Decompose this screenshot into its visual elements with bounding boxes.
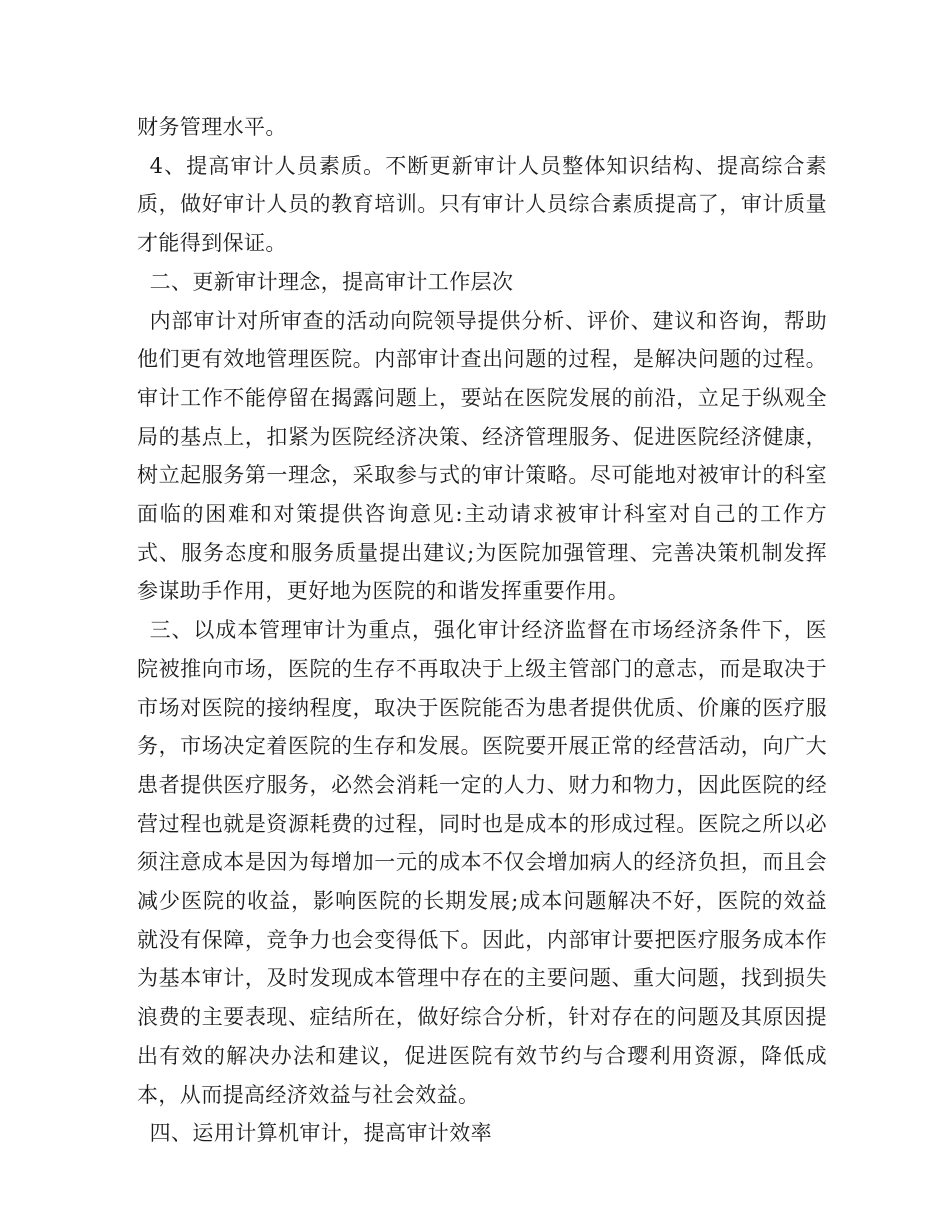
paragraph-item-4: 4、提高审计人员素质。不断更新审计人员整体知识结构、提高综合素质，做好审计人员的教育培训。只有审计人员综合素质提高了，审计质量才能得到保证。 [137, 153, 827, 256]
paragraph-continuation: 财务管理水平。 [137, 115, 287, 139]
paragraph-section-3: 三、以成本管理审计为重点，强化审计经济监督在市场经济条件下，医院被推向市场，医院的生存不再取决于上级主管部门的意志，而是取决于市场对医院的接纳程度，取决于医院能否为患者提供优质、价廉的医疗服务，市场决定着医院的生存和发展。医院要开展正常的经营活动，向广大患者提供医疗服务，必然会消耗一定的人力、财力和物力，因此医院的经营过程也就是资源耗费的过程，同时也是成本的形成过程。医院之所以必须注意成本是因为每增加一元的成本不仅会增加病人的经济负担，而且会减少医院的收益，影响医院的长期发展;成本问题解决不好，医院的效益就没有保障，竞争力也会变得低下。因此，内部审计要把医疗服务成本作为基本审计，及时发现成本管理中存在的主要问题、重大问题，找到损失浪费的主要表现、症结所在，做好综合分析，针对存在的问题及其原因提出有效的解决办法和建议，促进医院有效节约与合璎利用资源，降低成本，从而提高经济效益与社会效益。 [137, 618, 827, 1107]
document-body [137, 108, 827, 1153]
paragraph-section-2-body: 内部审计对所审查的活动向院领导提供分析、评价、建议和咨询，帮助他们更有效地管理医院。内部审计查出问题的过程，是解决问题的过程。审计工作不能停留在揭露问题上，要站在医院发展的前沿，立足于纵观全局的基点上，扣紧为医院经济决策、经济管理服务、促进医院经济健康，树立起服务第一理念，采取参与式的审计策略。尽可能地对被审计的科室面临的困难和对策提供咨询意见:主动请求被审计科室对自己的工作方式、服务态度和服务质量提出建议;为医院加强管理、完善决策机制发挥参谋助手作用，更好地为医院的和谐发挥重要作用。 [137, 308, 827, 604]
section-heading-2: 二、更新审计理念，提高审计工作层次 [149, 269, 514, 294]
section-heading-4: 四、运用计算机审计，提高审计效率 [149, 1121, 492, 1146]
